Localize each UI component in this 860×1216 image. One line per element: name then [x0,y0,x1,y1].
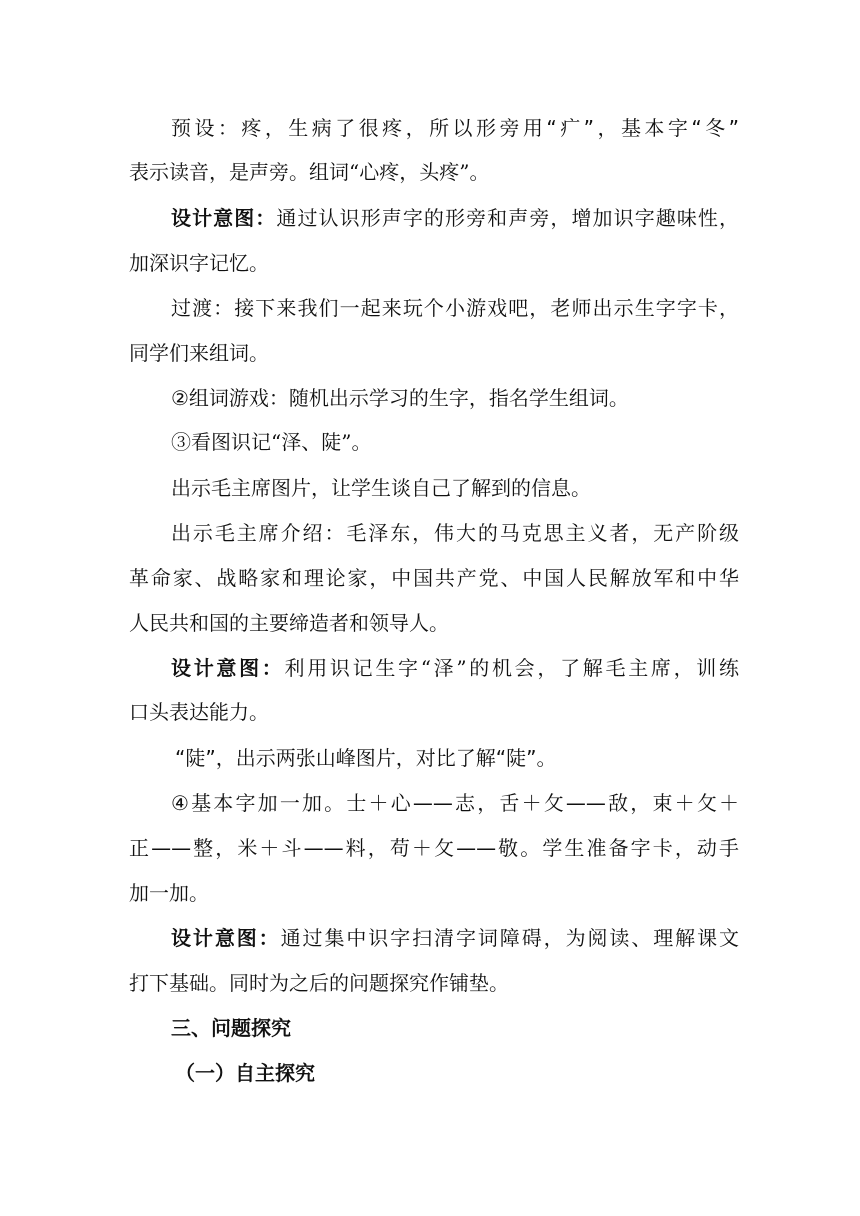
para3-line2: 同学们来组词。 [129,341,269,365]
para11-line2: 打下基础。同时为之后的问题探究作铺垫。 [129,971,509,995]
para2-line1-text: 通过认识形声字的形旁和声旁，增加识字趣味性， [276,206,739,230]
para5-line1: ③看图识记“泽、陡”。 [171,430,372,454]
para7-line1: 出示毛主席介绍：毛泽东，伟大的马克思主义者，无产阶级 [171,521,739,545]
para7-line2: 革命家、战略家和理论家，中国共产党、中国人民解放军和中华 [129,566,739,590]
para2-line2: 加深识字记忆。 [129,251,269,275]
para11-line1-text: 通过集中识字扫清字词障碍，为阅读、理解课文 [280,926,739,950]
para10-line3: 加一加。 [129,881,209,905]
para6-line1: 出示毛主席图片，让学生谈自己了解到的信息。 [171,476,591,500]
para1-line1: 预设：疼，生病了很疼，所以形旁用“疒”，基本字“冬” [171,116,739,140]
para11-line1 [171,923,739,953]
para8-line1 [171,653,739,683]
para1-line2: 表示读音，是声旁。组词“心疼，头疼”。 [129,160,490,184]
para2-line1 [171,203,739,233]
design-intent-label: 设计意图： [171,656,285,680]
section-heading: 三、问题探究 [171,1016,291,1040]
para9-line1: “陡”，出示两张山峰图片，对比了解“陡”。 [175,746,557,770]
para7-line3: 人民共和国的主要缔造者和领导人。 [129,611,449,635]
para10-line1: ④基本字加一加。士＋心——志，舌＋攵——敌，束＋攵＋ [171,791,739,815]
design-intent-label: 设计意图： [171,926,281,950]
para8-line1-text: 利用识记生字“泽”的机会，了解毛主席，训练 [284,656,739,680]
para3-line1: 过渡：接下来我们一起来玩个小游戏吧，老师出示生字字卡， [171,296,739,320]
para8-line2: 口头表达能力。 [129,700,269,724]
para10-line2: 正——整，米＋斗——料，苟＋攵——敬。学生准备字卡，动手 [129,836,739,860]
subsection-heading: （一）自主探究 [175,1061,315,1085]
design-intent-label: 设计意图： [171,206,277,230]
para4-line1: ②组词游戏：随机出示学习的生字，指名学生组词。 [171,386,629,410]
